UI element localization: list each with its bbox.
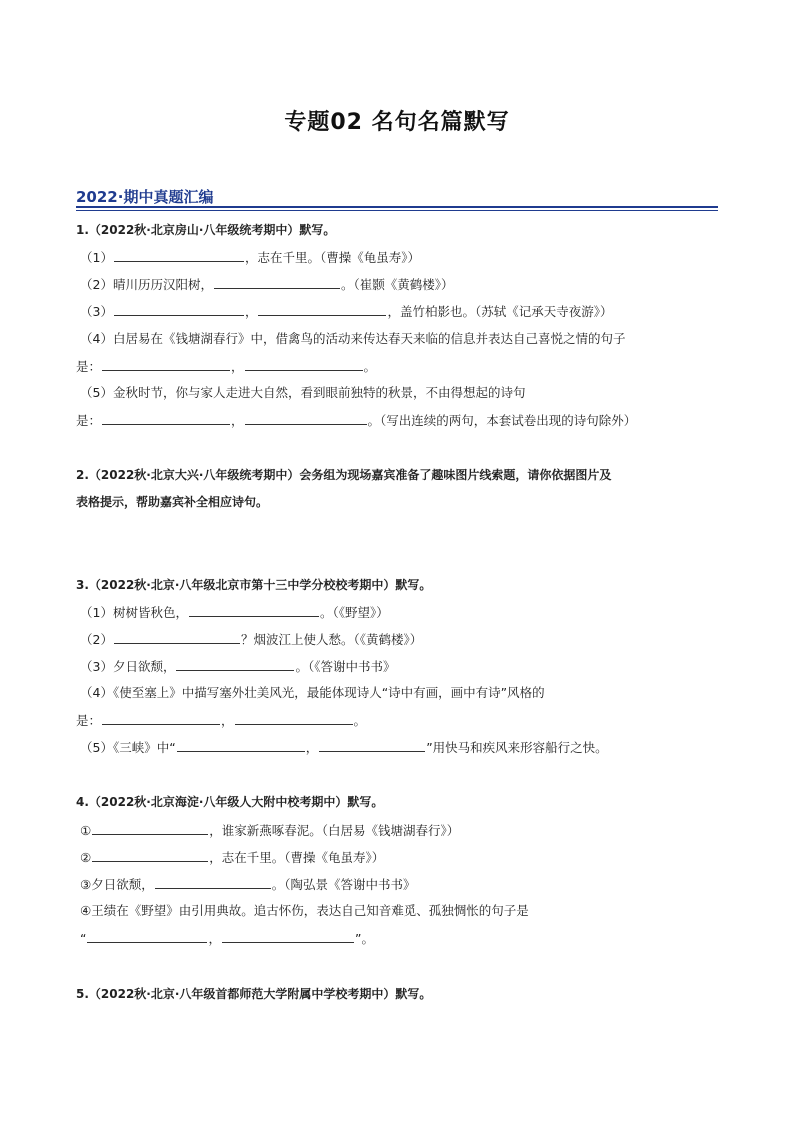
q4-item-3-prefix: ③夕日欲颓，	[80, 877, 154, 892]
q3-item-2	[80, 631, 422, 648]
answer-blank[interactable]	[102, 412, 230, 425]
answer-blank[interactable]	[189, 604, 319, 617]
section-heading: 2022·期中真题汇编	[76, 188, 214, 206]
q3-item-5-suffix: ”用快马和疾风来形容船行之快。	[426, 740, 608, 755]
q3-item-4-prompt: （4）《使至塞上》中描写塞外壮美风光，最能体现诗人“诗中有画，画中有诗”风格的	[80, 685, 545, 700]
answer-blank[interactable]	[245, 412, 367, 425]
q1-item-4-prompt: （4）白居易在《钱塘湖春行》中，借禽鸟的活动来传达春天来临的信息并表达自己喜悦之情的句子	[80, 331, 626, 346]
question-1-heading: 1.（2022秋·北京房山·八年级统考期中）默写。	[76, 223, 336, 237]
q3-item-3-suffix: 。（《答谢中书书》	[295, 659, 396, 674]
q1-item-3-suffix: ，盖竹柏影也。（苏轼《记承天寺夜游》）	[387, 304, 613, 319]
q4-item-1	[80, 822, 459, 839]
answer-blank[interactable]	[114, 631, 240, 644]
q3-item-2-suffix: ？烟波江上使人愁。（《黄鹤楼》）	[240, 632, 423, 647]
q4-item-1-suffix: ，谁家新燕啄春泥。（白居易《钱塘湖春行》）	[209, 823, 460, 838]
answer-blank[interactable]	[114, 249, 244, 262]
q1-item-2-suffix: 。（崔颢《黄鹤楼》）	[340, 277, 454, 292]
q1-item-1-suffix: ，志在千里。（曹操《龟虽寿》）	[244, 250, 420, 265]
q1-item-5-prompt: （5）金秋时节，你与家人走进大自然，看到眼前独特的秋景，不由得想起的诗句	[80, 385, 526, 400]
q1-item-2-prefix: （2）晴川历历汉阳树，	[80, 277, 213, 292]
section-rule-thick	[76, 206, 718, 208]
answer-blank[interactable]	[177, 739, 305, 752]
question-3-heading: 3.（2022秋·北京·八年级北京市第十三中学分校校考期中）默写。	[76, 578, 432, 592]
q1-item-1-prefix: （1）	[80, 250, 113, 265]
section-rule-thin	[76, 210, 718, 211]
answer-blank[interactable]	[155, 876, 271, 889]
q1-item-3-sep: ，	[244, 304, 258, 319]
answer-blank[interactable]	[176, 658, 294, 671]
q4-item-4-answer	[80, 930, 374, 947]
question-5-heading: 5.（2022秋·北京·八年级首都师范大学附属中学校考期中）默写。	[76, 987, 432, 1001]
answer-blank[interactable]	[114, 303, 244, 316]
question-2-heading-line-1: 2.（2022秋·北京大兴·八年级统考期中）会务组为现场嘉宾准备了趣味图片线索题，请你依据图片及	[76, 468, 612, 482]
q3-item-5	[80, 739, 608, 756]
q3-item-2-prefix: （2）	[80, 632, 113, 647]
q4-item-2-prefix: ②	[80, 850, 92, 865]
q3-item-4-lead: 是：	[76, 713, 102, 728]
q1-item-1	[80, 249, 420, 266]
q4-item-4-lead: “	[80, 931, 87, 946]
answer-blank[interactable]	[258, 303, 386, 316]
q1-item-2	[80, 276, 453, 293]
q3-item-4-answer	[76, 712, 366, 729]
answer-blank[interactable]	[245, 358, 363, 371]
answer-blank[interactable]	[319, 739, 425, 752]
q3-item-5-prefix: （5）《三峡》中“	[80, 740, 176, 755]
question-2-heading-line-2: 表格提示，帮助嘉宾补全相应诗句。	[76, 495, 269, 509]
answer-blank[interactable]	[235, 712, 353, 725]
page-title: 专题02 名句名篇默写	[284, 110, 510, 135]
q3-item-1	[80, 604, 389, 621]
q1-item-5-end: 。（写出连续的两句，本套试卷出现的诗句除外）	[367, 413, 637, 428]
q3-item-4-end: 。	[353, 713, 367, 728]
q3-item-1-suffix: 。（《野望》）	[319, 605, 389, 620]
q1-item-5-answer	[76, 412, 636, 429]
q1-item-4-end: 。	[363, 359, 377, 374]
q4-item-4-end: ”。	[355, 931, 374, 946]
answer-blank[interactable]	[92, 849, 208, 862]
q4-item-4-sep: ，	[208, 931, 221, 946]
q4-item-2-suffix: ，志在千里。（曹操《龟虽寿》）	[209, 850, 385, 865]
q1-item-3	[80, 303, 612, 320]
q1-item-5-sep: ，	[231, 413, 244, 428]
answer-blank[interactable]	[222, 930, 354, 943]
answer-blank[interactable]	[87, 930, 207, 943]
answer-blank[interactable]	[102, 358, 230, 371]
q3-item-1-prefix: （1）树树皆秋色，	[80, 605, 188, 620]
answer-blank[interactable]	[214, 276, 340, 289]
q3-item-3-prefix: （3）夕日欲颓，	[80, 659, 176, 674]
q4-item-2	[80, 849, 384, 866]
q3-item-4-sep: ，	[221, 713, 234, 728]
q1-item-4-lead: 是：	[76, 359, 102, 374]
q3-item-3	[80, 658, 395, 675]
q1-item-3-prefix: （3）	[80, 304, 113, 319]
answer-blank[interactable]	[92, 822, 208, 835]
q4-item-4-prompt: ④王绩在《野望》由引用典故。追古怀伤，表达自己知音难觅、孤独惆怅的句子是	[80, 903, 529, 918]
q4-item-3	[80, 876, 415, 893]
q4-item-3-suffix: 。（陶弘景《答谢中书书》	[271, 877, 416, 892]
q1-item-5-lead: 是：	[76, 413, 102, 428]
q1-item-4-sep: ，	[231, 359, 244, 374]
answer-blank[interactable]	[102, 712, 220, 725]
q1-item-4-answer	[76, 358, 376, 375]
question-4-heading: 4.（2022秋·北京海淀·八年级人大附中校考期中）默写。	[76, 795, 384, 809]
q3-item-5-sep: ，	[305, 740, 319, 755]
q4-item-1-prefix: ①	[80, 823, 92, 838]
